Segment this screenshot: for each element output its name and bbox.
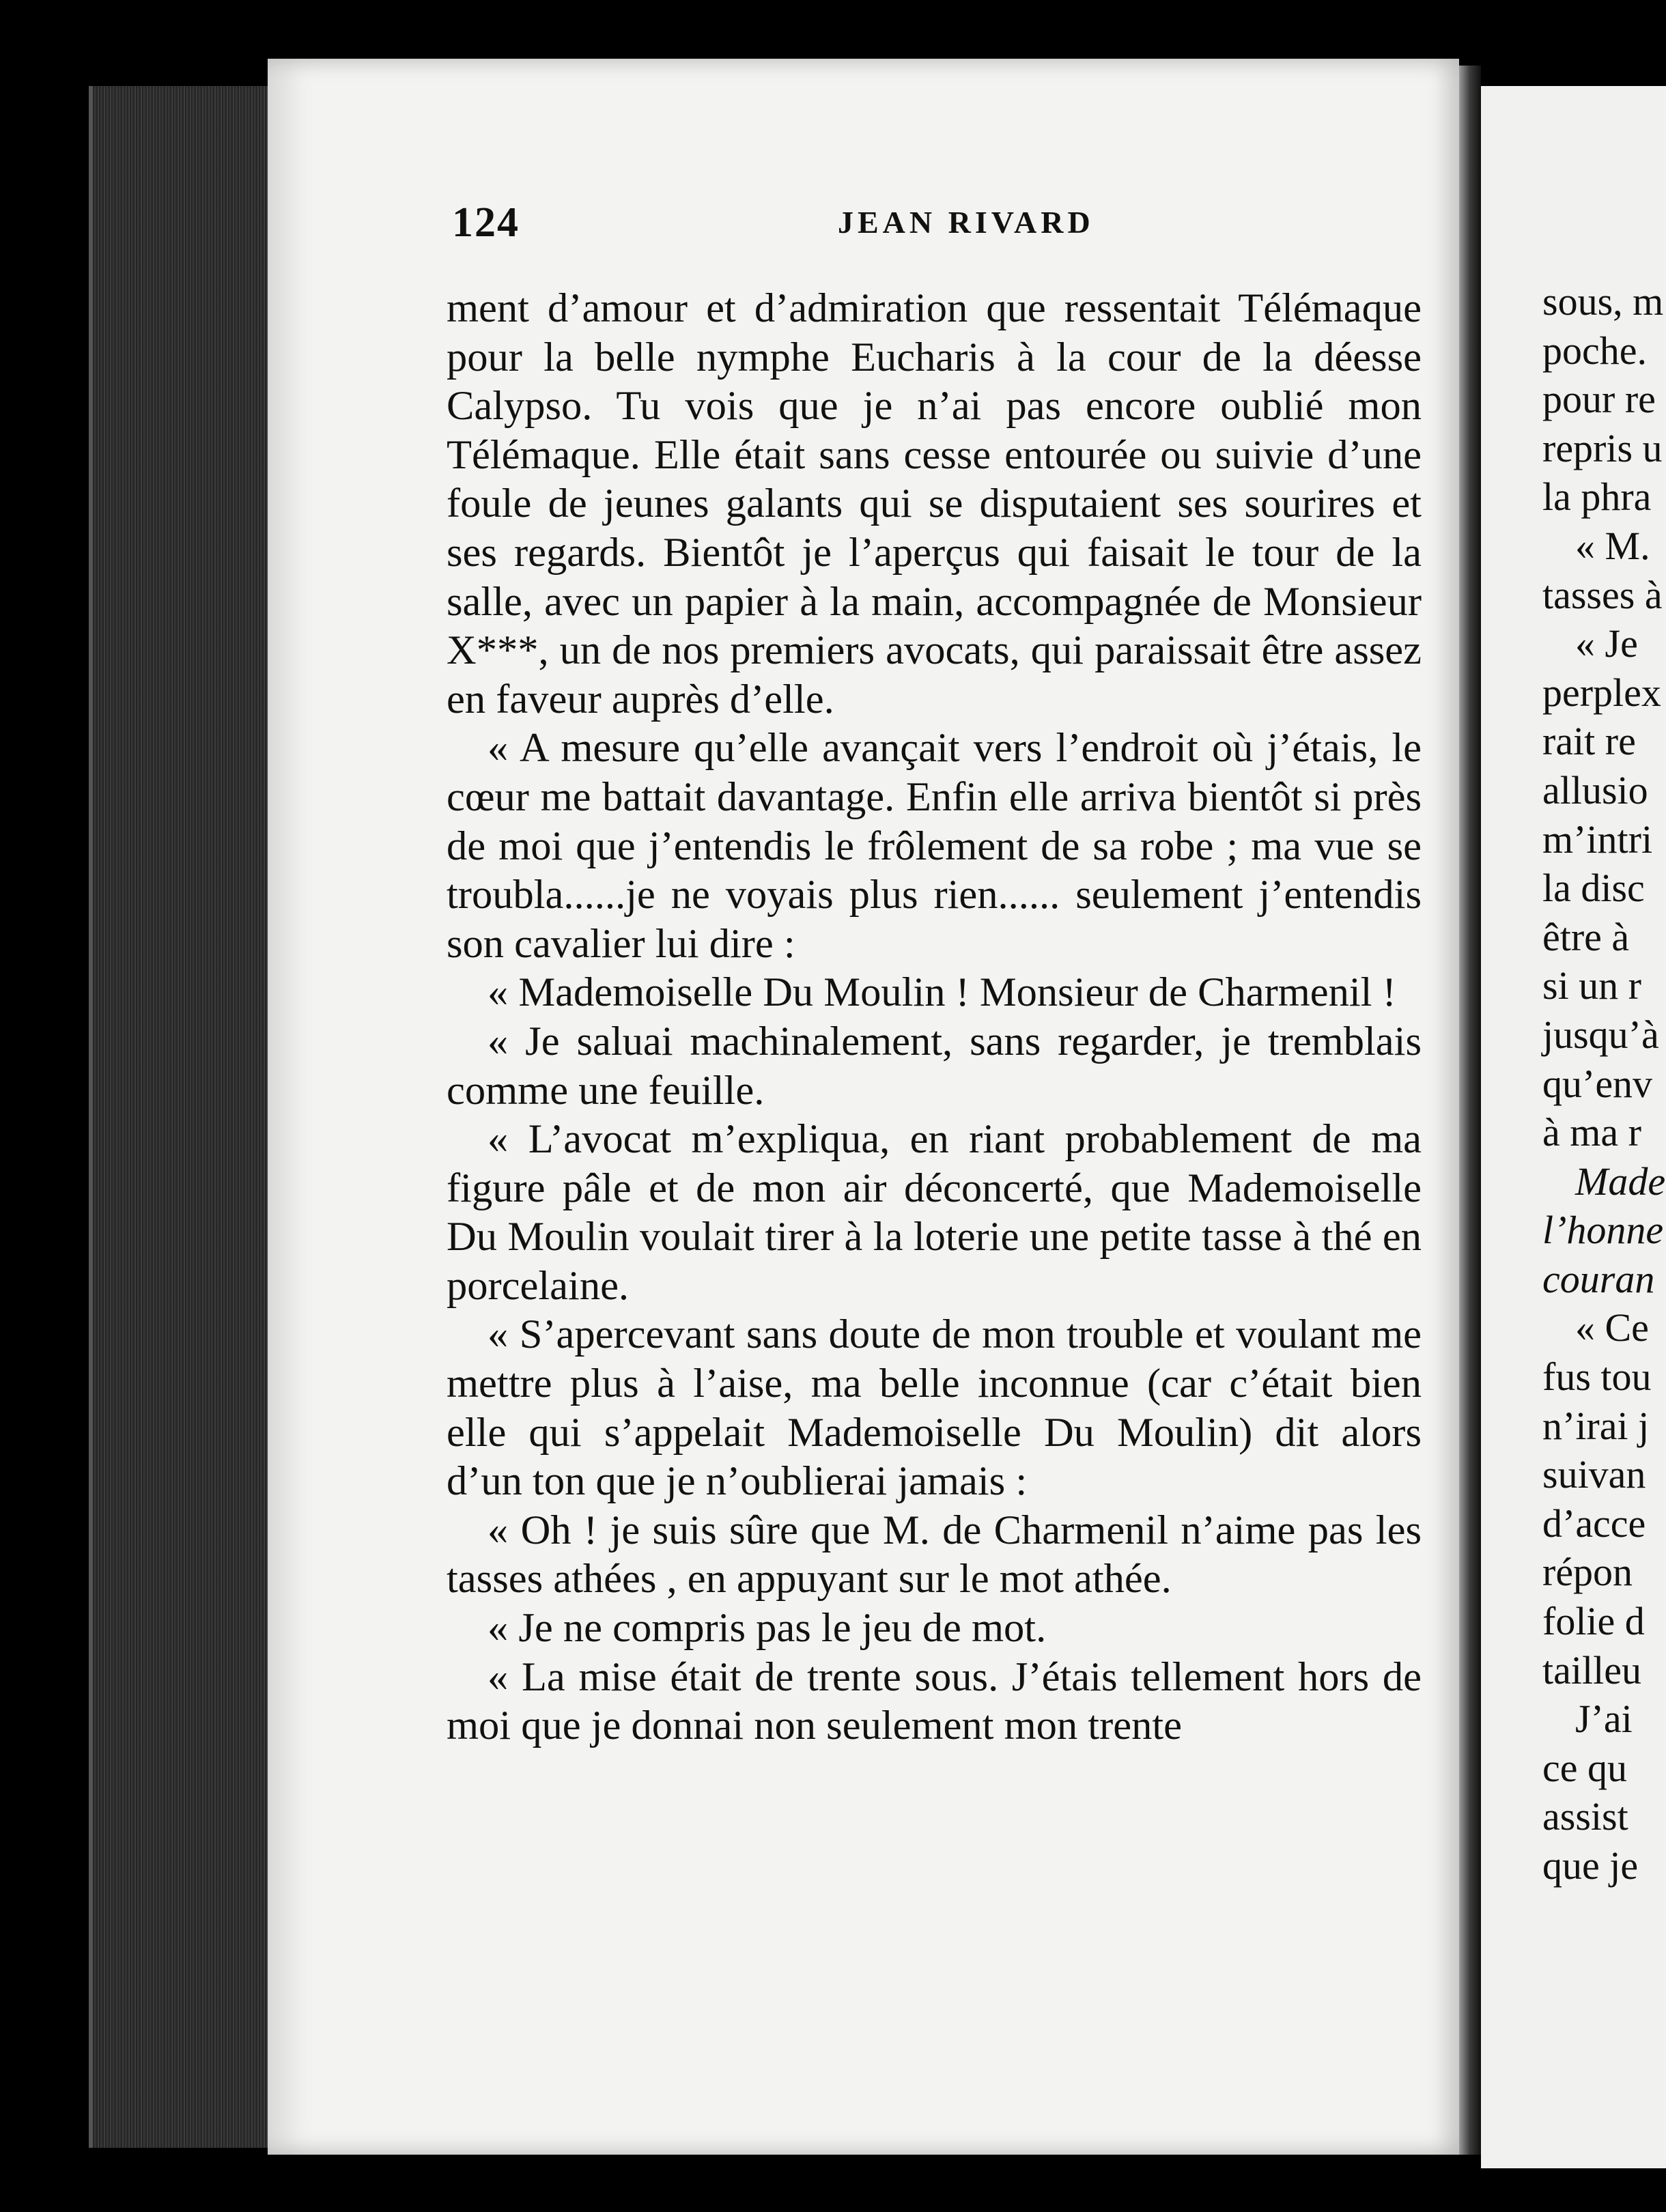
- next-page-line: assist: [1542, 1794, 1628, 1839]
- book-gutter: [1459, 66, 1481, 2155]
- running-title: JEAN RIVARD: [838, 205, 1095, 240]
- next-page-line: répon: [1542, 1550, 1633, 1595]
- paragraph: « S’apercevant sans doute de mon trouble et voulant me mettre plus à l’aise, ma belle inconnue (car c’était bien elle qui s’appelait Mademoiselle Du Moulin) dit alors d’un ton que je n’oublierai jamais :: [447, 1311, 1422, 1505]
- next-page-line: d’acce: [1542, 1501, 1646, 1546]
- next-page-line: « Ce: [1575, 1305, 1649, 1350]
- page-header: [452, 199, 1408, 260]
- next-page-line: repris u: [1542, 425, 1663, 470]
- next-page-line: allusio: [1542, 767, 1648, 812]
- next-page-line: folie d: [1542, 1599, 1645, 1644]
- next-page-line: qu’env: [1542, 1061, 1653, 1106]
- paragraph: « La mise était de trente sous. J’étais tellement hors de moi que je donnai non seulement mon trente: [447, 1654, 1422, 1749]
- scan-background: [0, 0, 89, 2212]
- book-page-left: [268, 59, 1459, 2155]
- next-page-line: « M.: [1575, 523, 1650, 568]
- next-page-line: « Je: [1575, 621, 1638, 666]
- next-page-text: [1542, 277, 1666, 1890]
- next-page-line: couran: [1542, 1256, 1655, 1301]
- page-number: 124: [452, 199, 520, 246]
- paragraph: « Mademoiselle Du Moulin ! Monsieur de Charmenil !: [488, 969, 1396, 1016]
- next-page-line: pour re: [1542, 377, 1656, 422]
- next-page-line: la phra: [1542, 474, 1652, 520]
- next-page-line: jusqu’à: [1542, 1012, 1659, 1057]
- next-page-line: J’ai: [1575, 1697, 1633, 1742]
- next-page-line: tailleu: [1542, 1647, 1641, 1692]
- next-page-line: sous, m: [1542, 279, 1664, 324]
- next-page-line: suivan: [1542, 1452, 1646, 1497]
- paragraph: « L’avocat m’expliqua, en riant probablement de ma figure pâle et de mon air déconcerté, que Mademoiselle Du Moulin voulait tirer à la loterie une petite tasse à thé en porcelaine.: [447, 1116, 1422, 1309]
- paragraph: « Oh ! je suis sûre que M. de Charmenil n’aime pas les tasses athées , en appuyant sur le mot athée.: [447, 1507, 1422, 1602]
- book-page-edges: [89, 86, 272, 2148]
- next-page-line: m’intri: [1542, 817, 1653, 862]
- next-page-line: à ma r: [1542, 1110, 1641, 1155]
- next-page-line: l’honne: [1542, 1208, 1664, 1253]
- paragraph: « Je saluai machinalement, sans regarder, je tremblais comme une feuille.: [447, 1018, 1422, 1114]
- next-page-line: la disc: [1542, 866, 1645, 911]
- paragraph: « A mesure qu’elle avançait vers l’endroit où j’étais, le cœur me battait davantage. Enfin elle arriva bientôt si près de moi que j’entendis le frôlement de sa robe ; ma vue se troubla......je ne voyais plus rien...... seulement j’entendis son cavalier lui dire :: [447, 725, 1422, 967]
- next-page-line: tasses à: [1542, 572, 1663, 617]
- body-text: [447, 284, 1422, 1750]
- next-page-line: ce qu: [1542, 1745, 1627, 1790]
- next-page-line: Made: [1575, 1159, 1666, 1204]
- book-page-right: [1481, 86, 1666, 2168]
- paragraph: ment d’amour et d’admiration que ressentait Télémaque pour la belle nymphe Eucharis à la cour de la déesse Calypso. Tu vois que je n’ai pas encore oublié mon Télémaque. Elle était sans cesse entourée ou suivie d’une foule de jeunes galants qui se disputaient ses sourires et ses regards. Bientôt je l’aperçus qui faisait le tour de la salle, avec un papier à la main, accompagnée de Monsieur X***, un de nos premiers avocats, qui paraissait être assez en faveur auprès d’elle.: [447, 285, 1422, 722]
- next-page-line: perplex: [1542, 670, 1661, 715]
- paragraph: « Je ne compris pas le jeu de mot.: [488, 1605, 1047, 1651]
- next-page-line: si un r: [1542, 963, 1641, 1008]
- next-page-line: rait re: [1542, 719, 1636, 764]
- next-page-line: n’irai j: [1542, 1403, 1650, 1448]
- next-page-line: poche.: [1542, 328, 1647, 373]
- next-page-line: que je: [1542, 1843, 1639, 1888]
- next-page-line: fus tou: [1542, 1355, 1652, 1400]
- next-page-line: être à: [1542, 914, 1630, 959]
